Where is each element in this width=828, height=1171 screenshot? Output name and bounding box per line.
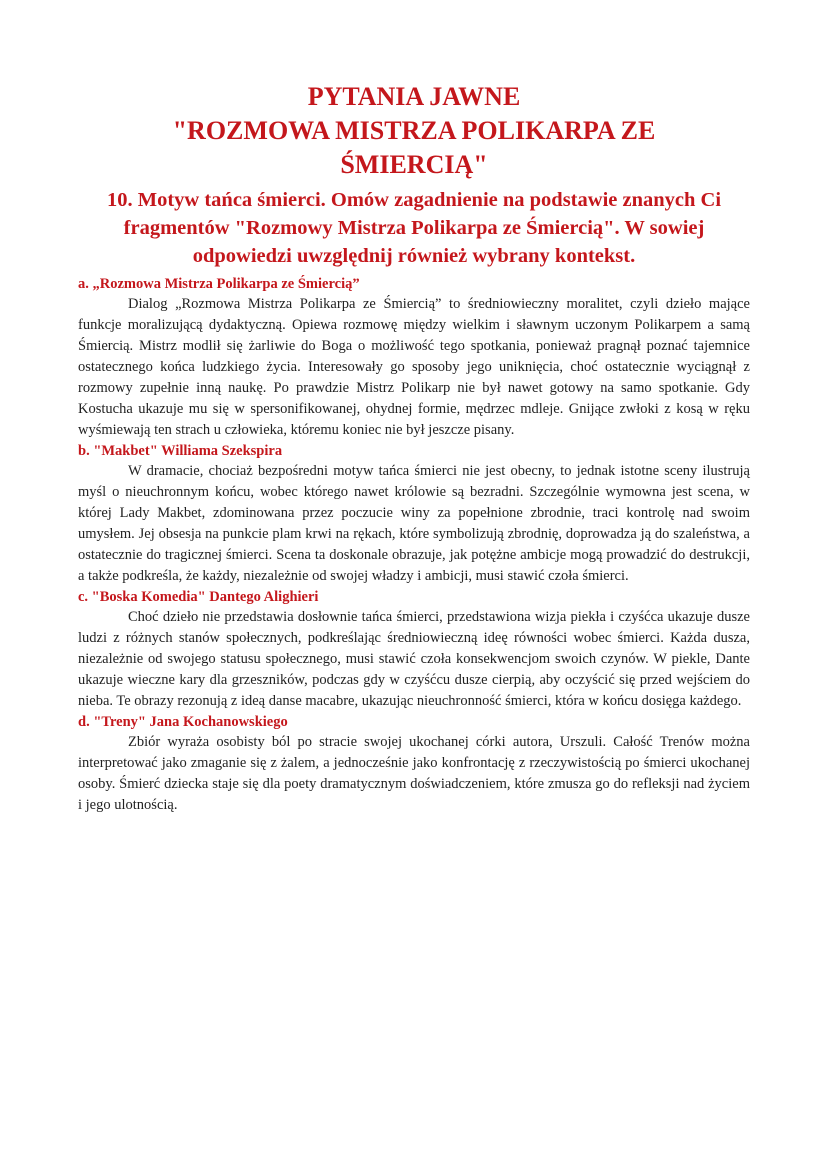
document-page	[78, 80, 750, 816]
title-line-3: ŚMIERCIĄ"	[340, 150, 488, 179]
section-body-d: Zbiór wyraża osobisty ból po stracie swojej ukochanej córki autora, Urszuli. Całość Trenów można interpretować jako zmaganie się z żalem, a jednocześnie jako konfrontację z rzeczywistością po śmierci ukochanej osoby. Śmierć dziecka staje się dla poety dramatycznym doświadczeniem, które zmusza go do refleksji nad życiem i jego ulotnością.	[78, 734, 750, 813]
section-heading-b: b. "Makbet" Williama Szekspira	[78, 443, 283, 459]
section-body-c: Choć dzieło nie przedstawia dosłownie tańca śmierci, przedstawiona wizja piekła i czyśćca ukazuje dusze ludzi z różnych stanów społecznych, podkreślając średniowieczną ideę równości wobec śmierci. Każda dusza, niezależnie od swojego statusu społecznego, musi stawić czoła konsekwencjom swoich czynów. W piekle, Dante ukazuje wieczne kary dla grzeszników, podczas gdy w czyśćcu dusze cierpią, aby oczyścić się przed wejściem do nieba. Te obrazy rezonują z ideą danse macabre, ukazując nieuchronność śmierci, która w końcu dosięga każdego.	[78, 609, 750, 709]
section-heading-a: a. „Rozmowa Mistrza Polikarpa ze Śmiercią”	[78, 276, 360, 292]
section-body-a: Dialog „Rozmowa Mistrza Polikarpa ze Śmiercią” to średniowieczny moralitet, czyli dzieło mające funkcje moralizującą dydaktyczną. Opiewa rozmowę między wielkim i sławnym uczonym Polikarpem a samą Śmiercią. Mistrz modlił się żarliwie do Boga o możliwość tego spotkania, ponieważ pragnął poznać tajemnice ostatecznego końca ludzkiego życia. Interesowały go sposoby jego uniknięcia, choć ostatecznie wyciągnął z rozmowy zupełnie inną naukę. Po prawdzie Mistrz Polikarp nie był nawet gotowy na samo spotkanie. Gdy Kostucha ukazuje mu się w spersonifikowanej, ohydnej formie, mędrzec mdleje. Gnijące zwłoki z kosą w ręku wyśmiewają ten strach u człowieka, któremu koniec nie był jeszcze pisany.	[78, 296, 750, 438]
section-heading-d: d. "Treny" Jana Kochanowskiego	[78, 714, 288, 730]
question-heading: 10. Motyw tańca śmierci. Omów zagadnienie na podstawie znanych Ci fragmentów "Rozmowy Mistrza Polikarpa ze Śmiercią". W sowiej odpowiedzi uwzględnij również wybrany kontekst.	[106, 189, 722, 267]
section-body-b: W dramacie, chociaż bezpośredni motyw tańca śmierci nie jest obecny, to jednak istotne sceny ilustrują myśl o nieuchronnym końcu, wobec którego nawet królowie są bezradni. Szczególnie wymowna jest scena, w której Lady Makbet, zdominowana przez poczucie winy za popełnione zbrodnie, traci kontrolę nad swoim umysłem. Jej obsesja na punkcie plam krwi na rękach, które symbolizują zbrodnię, doprowadza ją do szaleństwa, a ostatecznie do tragicznej śmierci. Scena ta doskonale obrazuje, jak potężne ambicje mogą prowadzić do destrukcji, a także podkreśla, że każdy, niezależnie od swojej władzy i ambicji, musi stawić czoła śmierci.	[78, 463, 750, 584]
document-title	[134, 80, 694, 182]
section-heading-c: c. "Boska Komedia" Dantego Alighieri	[78, 589, 319, 605]
section-d	[78, 712, 750, 816]
section-c	[78, 587, 750, 712]
title-line-1: PYTANIA JAWNE	[307, 82, 521, 111]
title-line-2: "ROZMOWA MISTRZA POLIKARPA ZE	[172, 116, 656, 145]
section-a	[78, 274, 750, 441]
section-b	[78, 441, 750, 587]
